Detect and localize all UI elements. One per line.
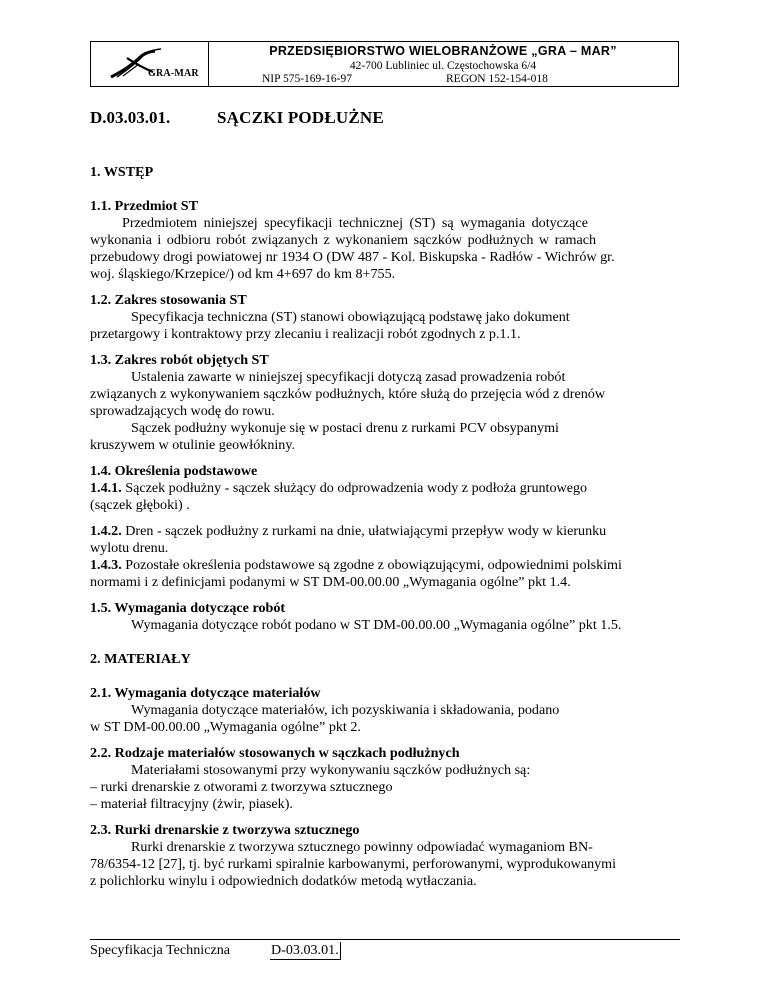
company-logo: [91, 42, 209, 86]
paragraph-line: przetargowy i kontraktowy przy zlecaniu i realizacji robót zgodnych z p.1.1.: [90, 326, 521, 342]
definition-line: [90, 523, 685, 540]
company-nip: NIP 575-169-16-97: [262, 73, 352, 85]
paragraph-line: woj. śląskiego/Krzepice/) od km 4+697 do km 8+755.: [90, 266, 396, 282]
section-heading: 2. MATERIAŁY: [90, 651, 191, 667]
document-body: [90, 164, 685, 890]
paragraph-line: Przedmiotem niniejszej specyfikacji technicznej (ST) są wymagania dotyczące: [122, 215, 588, 231]
definition-line: [90, 480, 685, 497]
subsection-heading: 1.3. Zakres robót objętych ST: [90, 352, 269, 368]
company-address: 42-700 Lubliniec ul. Częstochowska 6/4: [349, 60, 537, 72]
paragraph-line: wykonania i odbioru robót związanych z wykonaniem sączków podłużnych w ramach: [90, 232, 597, 248]
footer-divider: [90, 939, 680, 940]
footer-doc-code: D-03.03.01.: [271, 942, 339, 958]
subsection-heading: 2.2. Rodzaje materiałów stosowanych w sączkach podłużnych: [90, 745, 460, 761]
paragraph-line: Wymagania dotyczące materiałów, ich pozyskiwania i składowania, podano: [131, 702, 560, 718]
definition-line: [90, 557, 685, 574]
definition-text: Dren - sączek podłużny z rurkami na dnie, ułatwiającymi przepływ wody w kierunku: [121, 523, 607, 539]
footer-label: Specyfikacja Techniczna: [90, 942, 231, 958]
paragraph-line: Ustalenia zawarte w niniejszej specyfikacji dotyczą zasad prowadzenia robót: [131, 369, 566, 385]
subsection-heading: 1.1. Przedmiot ST: [90, 198, 199, 214]
paragraph-line: Wymagania dotyczące robót podano w ST DM-00.00.00 „Wymagania ogólne” pkt 1.5.: [131, 617, 622, 633]
definition-text: Pozostałe określenia podstawowe są zgodne z obowiązującymi, odpowiednimi polskimi: [121, 557, 622, 573]
subsection-heading: 2.3. Rurki drenarskie z tworzywa sztucznego: [90, 822, 360, 838]
document-footer: [90, 942, 341, 960]
paragraph-line: (sączek głęboki) .: [90, 497, 190, 513]
list-item: – materiał filtracyjny (żwir, piasek).: [90, 796, 293, 812]
subsection-heading: 1.4. Określenia podstawowe: [90, 463, 258, 479]
paragraph-line: Specyfikacja techniczna (ST) stanowi obowiązującą podstawę jako dokument: [131, 309, 570, 325]
definition-text: Sączek podłużny - sączek służący do odprowadzenia wody z podłoża gruntowego: [121, 480, 588, 496]
subsection-heading: 1.5. Wymagania dotyczące robót: [90, 600, 286, 616]
paragraph-line: Materiałami stosowanymi przy wykonywaniu sączków podłużnych są:: [131, 762, 531, 778]
definition-number: 1.4.1.: [90, 480, 122, 496]
definition-number: 1.4.2.: [90, 523, 122, 539]
document-header: [90, 41, 679, 87]
paragraph-line: Sączek podłużny wykonuje się w postaci drenu z rurkami PCV obsypanymi: [131, 420, 559, 436]
document-code: D.03.03.01.: [90, 108, 171, 127]
paragraph-line: przebudowy drogi powiatowej nr 1934 O (DW 487 - Kol. Biskupska - Radłów - Wichrów gr.: [90, 249, 615, 265]
paragraph-line: w ST DM-00.00.00 „Wymagania ogólne” pkt 2.: [90, 719, 361, 735]
subsection-heading: 2.1. Wymagania dotyczące materiałów: [90, 685, 321, 701]
company-name: PRZEDSIĘBIORSTWO WIELOBRANŻOWE „GRA – MAR”: [269, 44, 617, 58]
document-title: SĄCZKI PODŁUŻNE: [217, 108, 384, 127]
definition-number: 1.4.3.: [90, 557, 122, 573]
paragraph-line: normami i z definicjami podanymi w ST DM-00.00.00 „Wymagania ogólne” pkt 1.4.: [90, 574, 571, 590]
subsection-heading: 1.2. Zakres stosowania ST: [90, 292, 247, 308]
paragraph-line: 78/6354-12 [27], tj. być rurkami spiralnie karbowanymi, perforowanymi, wyprodukowanymi: [90, 856, 617, 872]
paragraph-line: związanych z wykonywaniem sączków podłużnych, które służą do przejęcia wód z drenów: [90, 386, 606, 402]
paragraph-line: kruszywem w otulinie geowłókniny.: [90, 437, 295, 453]
paragraph-line: z polichlorku winylu i odpowiednich dodatków metodą wytłaczania.: [90, 873, 477, 889]
company-regon: REGON 152-154-018: [446, 73, 548, 85]
paragraph-line: Rurki drenarskie z tworzywa sztucznego powinny odpowiadać wymaganiom BN-: [131, 839, 593, 855]
section-heading: 1. WSTĘP: [90, 164, 154, 180]
logo-text: GRA-MAR: [148, 68, 199, 79]
paragraph-line: sprowadzających wodę do rowu.: [90, 403, 275, 419]
list-item: – rurki drenarskie z otworami z tworzywa sztucznego: [90, 779, 393, 795]
paragraph-line: wylotu drenu.: [90, 540, 169, 556]
